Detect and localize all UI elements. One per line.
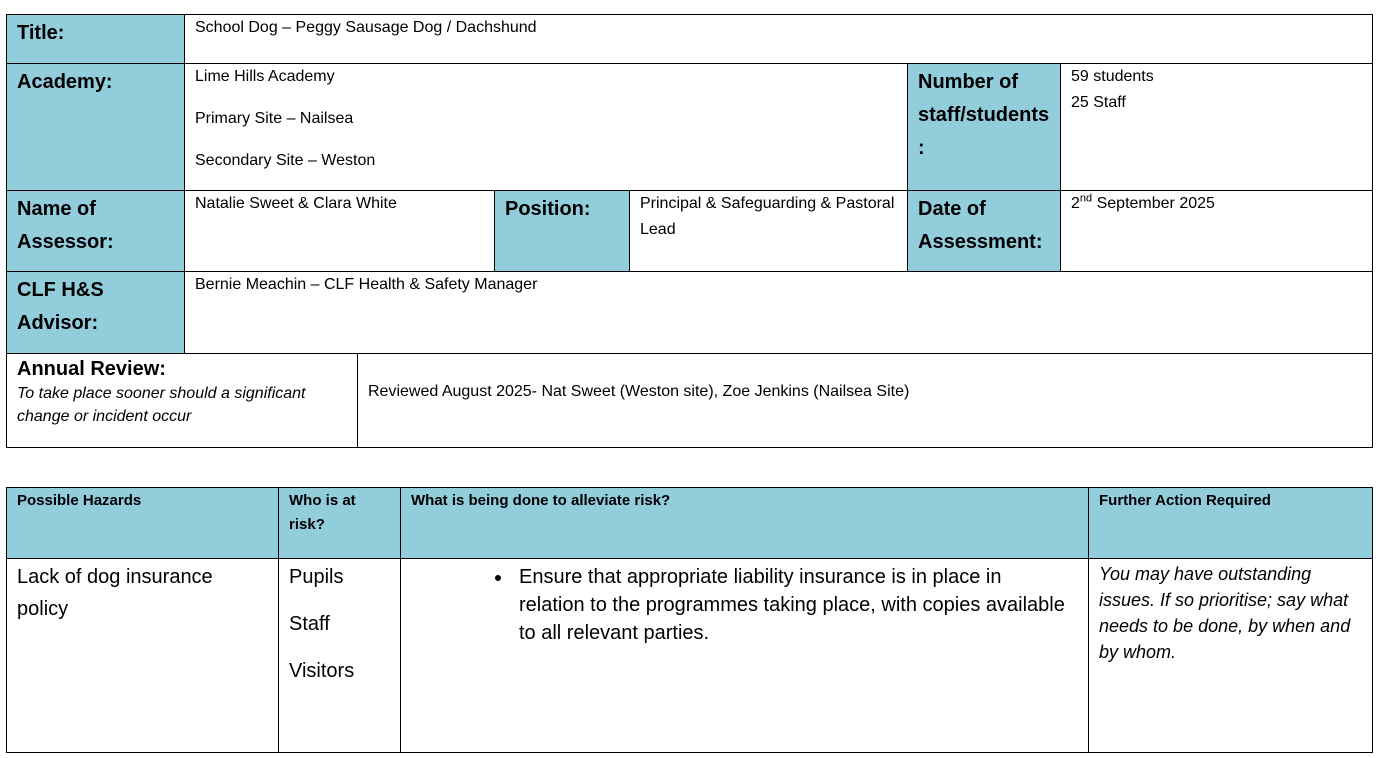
column-header-further-action: Further Action Required	[1089, 488, 1373, 559]
position-value: Principal & Safeguarding & Pastoral Lead	[630, 191, 908, 272]
measures-cell	[401, 559, 1089, 753]
column-header-measures: What is being done to alleviate risk?	[401, 488, 1089, 559]
number-of-staff-students-value: 59 students 25 Staff	[1061, 64, 1373, 191]
assessor-label: Name of Assessor:	[7, 191, 185, 272]
risk-table-header-row	[7, 488, 1373, 559]
annual-review-label: Annual Review:	[17, 358, 166, 380]
assessor-value: Natalie Sweet & Clara White	[185, 191, 495, 272]
academy-value: Lime Hills Academy Primary Site – Nailsea Secondary Site – Weston	[185, 64, 908, 191]
column-header-hazards: Possible Hazards	[7, 488, 279, 559]
title-label: Title:	[7, 15, 185, 64]
further-action-cell: You may have outstanding issues. If so prioritise; say what needs to be done, by when and by whom.	[1089, 559, 1373, 753]
title-value: School Dog – Peggy Sausage Dog / Dachshund	[185, 15, 1373, 64]
number-of-staff-students-label: Number of staff/students :	[908, 64, 1061, 191]
annual-review-value: Reviewed August 2025- Nat Sweet (Weston site), Zoe Jenkins (Nailsea Site)	[358, 354, 1373, 448]
advisor-label: CLF H&S Advisor:	[7, 272, 185, 354]
annual-review-label-cell	[7, 354, 358, 448]
annual-review-table	[6, 353, 1373, 448]
advisor-value: Bernie Meachin – CLF Health & Safety Manager	[185, 272, 1373, 354]
position-label: Position:	[495, 191, 630, 272]
academy-label: Academy:	[7, 64, 185, 191]
hazard-cell: Lack of dog insurance policy	[7, 559, 279, 753]
annual-review-note: To take place sooner should a significant change or incident occur	[17, 385, 306, 425]
who-at-risk-cell: Pupils Staff Visitors	[279, 559, 401, 753]
list-item: • Ensure that appropriate liability insurance is in place in relation to the programmes taking place, with copies available to all relevant parties.	[513, 563, 1068, 647]
assessment-details-table	[6, 14, 1373, 354]
date-label: Date of Assessment:	[908, 191, 1061, 272]
date-value: 2nd September 2025	[1061, 191, 1373, 272]
column-header-who-at-risk: Who is at risk?	[279, 488, 401, 559]
risk-table	[6, 487, 1373, 753]
table-row	[7, 559, 1373, 753]
